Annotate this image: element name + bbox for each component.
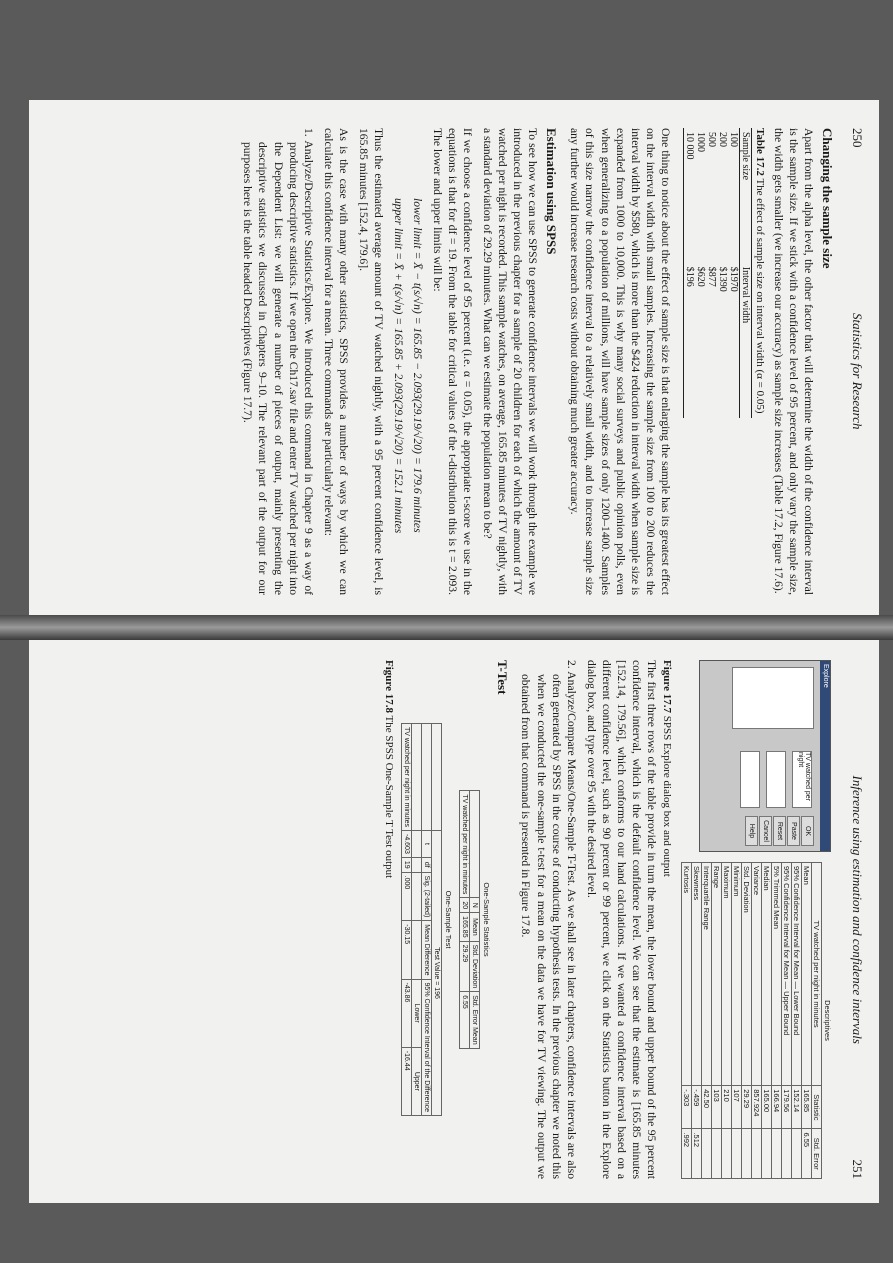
page-251 <box>29 640 879 1203</box>
list-item: 1. Analyze/Descriptive Statistics/Explore. We introduced this command in Chapter 9 as a way of producing descriptive statistics. If we open the Ch17.sav file and enter TV watched per night into the Dependent List: we will generate a number of pieces of output, mainly presenting the descriptive statistics we discussed in Chapters 9–10. The relevant part of the output for our purposes here is the table headed Descriptives (Figure 17.7). <box>241 128 315 595</box>
help-button: Help <box>745 816 758 846</box>
paragraph: As is the case with many other statistics, SPSS provides a number of ways by which we can calculate this confidence interval for a mean. Three commands are particularly relevant: <box>321 128 350 595</box>
table-row: 95% Confidence Interval for Mean — Lower Bound 152.14 <box>792 863 802 1179</box>
test-value-header: Test Value = 196 <box>432 831 442 1116</box>
dependent-list-box: TV watched per night <box>792 751 812 808</box>
paragraph: The first three rows of the table provide in turn the mean, the lower bound and upper bound of the 95 percent confidence interval, which is the default confidence level. We can see that the estimate is [165.85 minutes [152.14, 179.56], which conforms to our hand calculations. If we wanted a confidence interval based on a different confidence level, such as 90 percent or 99 percent, we click on the Statistics button in the Explore dialog box, and type over 95 with the desired level. <box>584 660 658 1179</box>
list-item: 2. Analyze/Compare Means/One-Sample T-Test. As we shall see in later chapters, confidence intervals are also often generated by SPSS in the course of conducting hypothesis tests. In the previous chapter we noted this when we conducted the one-sample t-test for a mean on the data we have for TV viewing. The output we obtained from that command is presented in Figure 17.8. <box>519 660 578 1179</box>
table-row: Std. Deviation 29.29 <box>742 863 752 1179</box>
table-row: Minimum 107 <box>732 863 742 1179</box>
table-row: TV watched per night in minutes 20 165.85 29.29 6.55 <box>460 791 470 1048</box>
ci-header: 95% Confidence Interval of the Difference <box>422 979 432 1115</box>
running-head <box>849 660 865 1179</box>
table-header: Sample size <box>739 132 751 181</box>
table-row: 200 $1390 <box>716 132 728 292</box>
formula-upper-limit: upper limit = X̄ + t(s/√n) = 165.85 + 2.093(29.19/√20) = 152.1 minutes <box>391 198 405 534</box>
one-sample-test-table: Test Value = 196 t df Sig. (2-tailed) Mean Difference 95% Confidence Interval of the Difference Lower Upper TV watched per night in minutes -4.603 19 .000 -30.15 -43.86 -16.44 <box>401 723 442 1116</box>
table-caption: Table 17.2 The effect of sample size on interval width (α = 0.05) <box>753 128 766 414</box>
table-row: TV watched per night in minutes -4.603 19 .000 -30.15 -43.86 -16.44 <box>402 724 412 1116</box>
table-row: 10 000 $196 <box>683 128 695 418</box>
table-row: Interquartile Range 42.50 <box>702 863 712 1179</box>
table-row: Median 165.00 <box>762 863 772 1179</box>
ok-button: OK <box>801 816 814 846</box>
paragraph: One thing to notice about the effect of sample size is that enlarging the sample has its greatest effect on the interval width with small samples. Increasing the sample size from 100 to 200 reduces the interval width by $580, which is more than the $424 reduction in interval width when sample size is expanded from 1000 to 10,000. This is why many social surveys and public opinion polls, even when generalizing to a population of millions, will have sample sizes of only 1200–1400. Samples of this size narrow the confidence interval to a relatively small width, and to increase sample size any further would increase research costs without obtaining much greater accuracy. <box>568 128 672 595</box>
paragraph: Thus the estimated average amount of TV watched nightly, with a 95 percent confidence level, is 165.85 minutes [152.4, 179.6]. <box>356 128 385 595</box>
table-row: 95% Confidence Interval for Mean — Upper Bound 179.56 <box>782 863 792 1179</box>
table-row: 5% Trimmed Mean 166.94 <box>772 863 782 1179</box>
table-row: Mean 165.85 6.55 <box>802 863 812 1179</box>
paste-button: Paste <box>787 816 800 846</box>
table-row: Range 103 <box>712 863 722 1179</box>
paragraph: If we choose a confidence level of 95 percent (i.e. α = 0.05), the appropriate t-score we use in the equations is that for df = 19. From the table for critical values of the t-distribution this is t = 2.093. The lower and upper limits will be: <box>431 128 475 595</box>
page-number: 250 <box>850 128 865 148</box>
table-row: Skewness -.459 .512 <box>692 863 702 1179</box>
section-heading: Changing the sample size <box>820 128 835 269</box>
section-heading: Estimation using SPSS <box>544 128 560 255</box>
variable-list <box>732 667 814 729</box>
figure-caption: Figure 17.7 SPSS Explore dialog box and output <box>661 660 673 877</box>
descriptives-title: Descriptives <box>823 1000 832 1041</box>
table-row: 1000 $620 <box>694 132 706 287</box>
paragraph: Apart from the alpha level, the other factor that will determine the width of the confidence interval is the sample size. If we stick with a confidence level of 95 percent, and only vary the sample size, the width gets smaller (we increase our accuracy) as sample size increases (Table 17.2, Figure 17.6). <box>771 128 815 595</box>
table-header: Interval width <box>739 266 751 324</box>
figure-caption: Figure 17.8 The SPSS One-Sample T Test output <box>383 660 396 879</box>
spss-explore-dialog <box>699 660 831 852</box>
page-250 <box>29 100 879 615</box>
formula-lower-limit: lower limit = X̄ − t(s/√n) = 165.85 − 2.093(29.19/√20) = 179.6 minutes <box>410 198 424 533</box>
table-row: 100 $1970 <box>727 132 739 292</box>
running-head <box>849 128 865 595</box>
reset-button: Reset <box>773 816 786 846</box>
sample-size-table <box>683 128 752 418</box>
running-head-title: Statistics for Research <box>850 312 865 430</box>
table-row: 500 $877 <box>705 132 717 287</box>
factor-list-box <box>766 751 786 808</box>
table-row: Variance 857.924 <box>752 863 762 1179</box>
one-sample-statistics-table: N Mean Std. Deviation Std. Error Mean TV watched per night in minutes 20 165.85 29.29 6.55 <box>459 790 480 1048</box>
table-row: Kurtosis -.303 .992 <box>682 863 692 1179</box>
cancel-button: Cancel <box>759 816 772 846</box>
book-spine <box>0 615 893 640</box>
paragraph: To see how we can use SPSS to generate confidence intervals we will work through the example we introduced in the previous chapter for a sample of 20 children for each of which the amount of TV watched per night is recorded. This sample watches, on average, 165.85 minutes of TV nightly, with a standard deviation of 29.29 minutes. What can we estimate the population mean to be? <box>481 128 540 595</box>
descriptives-table: TV watched per night in minutes Statistic Std. Error Mean 165.85 6.55 95% Confidence Interval for Mean — Lower Bound 152.14 95% Confidence Interval for Mean — Upper Bound 179.56 5% Trimmed Mean 166.94 Median 165.00 Variance 857.924 Std. Deviation 29.29 Minimum 107 Maximum 210 Range 103 Interquartile Range 42.50 Skewness -.459 .512 Kurtosis -.303 .992 <box>681 862 822 1179</box>
one-sample-test-title: One-Sample Test <box>444 890 454 949</box>
label-cases-box <box>740 751 760 808</box>
dialog-title: Explore <box>820 661 830 851</box>
running-head-title: Inference using estimation and confidence intervals <box>850 775 865 1044</box>
one-sample-statistics-title: One-Sample Statistics <box>482 882 492 957</box>
ttest-heading: T-Test <box>495 660 511 695</box>
page-number: 251 <box>850 1159 865 1179</box>
table-row: Maximum 210 <box>722 863 732 1179</box>
